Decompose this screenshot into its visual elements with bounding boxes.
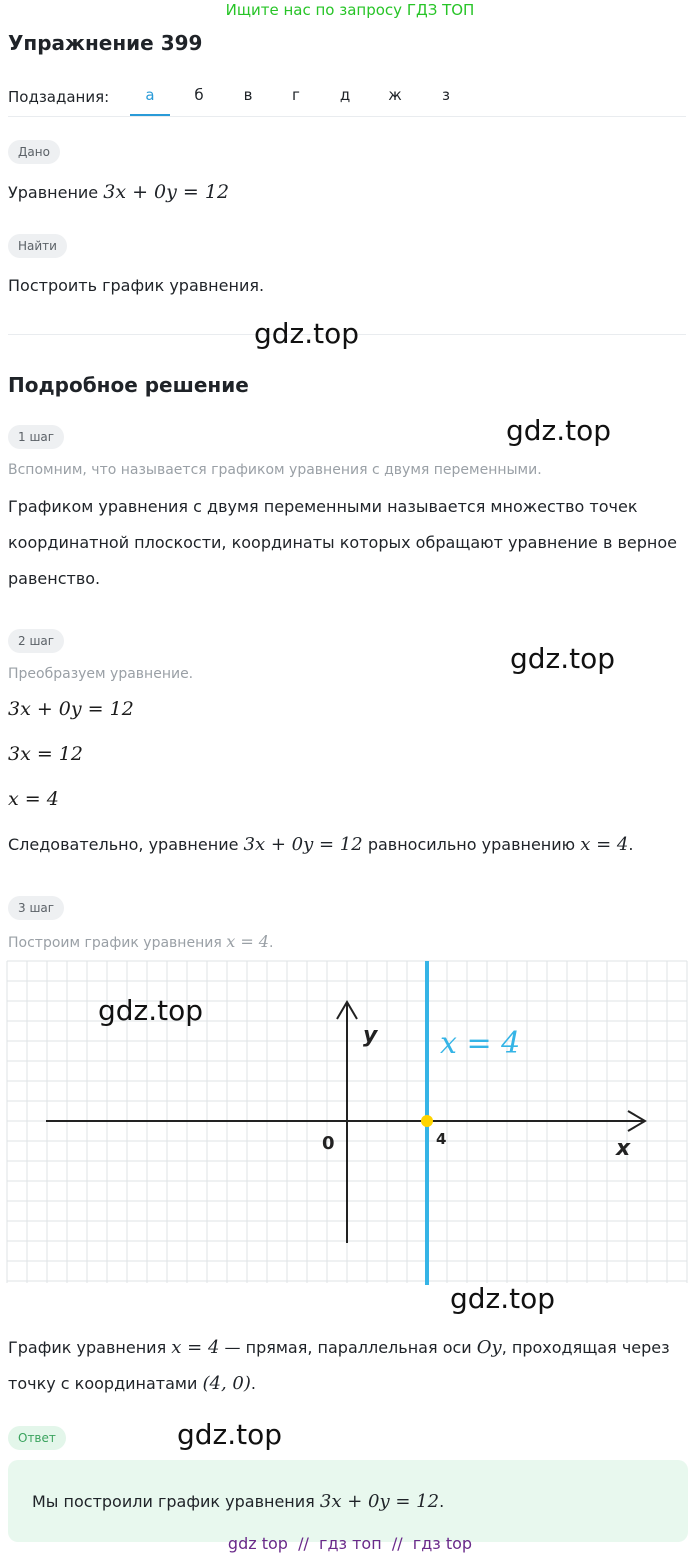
step1-line1: Графиком уравнения с двумя переменными называется множество точек <box>8 497 638 516</box>
given-text: Уравнение <box>8 183 99 202</box>
given-badge: Дано <box>8 140 60 164</box>
answer-text <box>32 1484 444 1520</box>
step3-hint-end: . <box>268 935 274 951</box>
step1-badge: 1 шаг <box>8 425 64 449</box>
watermark: gdz.top <box>98 994 204 1027</box>
step3-hint-text: Построим график уравнения <box>8 935 222 951</box>
conclusion-text: Следовательно, уравнение <box>8 835 239 854</box>
tab-b[interactable]: б <box>194 86 204 104</box>
graph-note-text-mid: — прямая, параллельная оси <box>224 1338 472 1357</box>
step3-hint-equation: x = 4 <box>226 932 269 951</box>
line-label: x = 4 <box>440 1026 521 1061</box>
given-equation: 3x + 0y = 12 <box>103 181 230 203</box>
given-line <box>8 174 229 211</box>
step2-eq3: x = 4 <box>8 788 59 810</box>
step3-badge: 3 шаг <box>8 896 64 920</box>
graph-note-text: График уравнения <box>8 1338 167 1357</box>
answer-text-pre: Мы построили график уравнения <box>32 1492 315 1511</box>
footer-links[interactable]: gdz top // гдз топ // гдз top <box>227 1534 473 1553</box>
find-text: Построить график уравнения. <box>8 276 265 295</box>
graph-note-line1 <box>8 1330 670 1366</box>
step3-hint <box>8 932 273 951</box>
solution-heading: Подробное решение <box>8 373 249 397</box>
graph-note-end: . <box>250 1374 256 1393</box>
answer-box <box>8 1460 688 1542</box>
subtasks-divider <box>8 116 686 117</box>
step2-hint: Преобразуем уравнение. <box>8 666 194 682</box>
y-axis-label: y <box>363 1023 378 1048</box>
tab-g[interactable]: г <box>292 86 300 104</box>
step1-hint: Вспомним, что называется графиком уравнения с двумя переменными. <box>8 462 542 478</box>
graph-note-text-post: , проходящая через <box>501 1338 670 1357</box>
tab-v[interactable]: в <box>243 86 253 104</box>
graph-note-axis: Oy <box>476 1337 502 1358</box>
conclusion-end: . <box>628 835 634 854</box>
watermark: gdz.top <box>450 1282 556 1315</box>
origin-label: 0 <box>322 1133 335 1154</box>
step2-badge: 2 шаг <box>8 629 64 653</box>
watermark: gdz.top <box>177 1418 283 1451</box>
tab-zh[interactable]: ж <box>388 86 402 104</box>
conclusion-equation-2: x = 4 <box>580 834 629 855</box>
tab-d[interactable]: д <box>339 86 351 104</box>
answer-end: . <box>439 1492 445 1511</box>
watermark: gdz.top <box>510 642 616 675</box>
tick-label-4: 4 <box>436 1130 447 1148</box>
graph-note-line2 <box>8 1366 256 1402</box>
tab-a[interactable]: а <box>130 86 170 116</box>
step2-eq1: 3x + 0y = 12 <box>8 698 134 720</box>
graph-note-point: (4, 0) <box>202 1373 251 1394</box>
step2-eq2: 3x = 12 <box>8 743 83 765</box>
x-axis-label: x <box>616 1136 631 1161</box>
search-banner: Ищите нас по запросу ГДЗ ТОП <box>225 1 475 19</box>
graph-note-line2-text: точку с координатами <box>8 1374 198 1393</box>
step1-line2: координатной плоскости, координаты которых обращают уравнение в верное <box>8 533 678 552</box>
answer-equation: 3x + 0y = 12 <box>319 1491 440 1512</box>
subtasks-label: Подзадания: <box>8 88 110 106</box>
answer-badge: Ответ <box>8 1426 66 1450</box>
subtasks-nav <box>8 86 686 116</box>
page-title: Упражнение 399 <box>8 31 203 55</box>
watermark: gdz.top <box>254 317 360 350</box>
step2-conclusion <box>8 827 633 863</box>
tab-z[interactable]: з <box>442 86 450 104</box>
graph-note-equation: x = 4 <box>171 1337 220 1358</box>
find-badge: Найти <box>8 234 67 258</box>
step1-line3: равенство. <box>8 569 101 588</box>
watermark: gdz.top <box>506 414 612 447</box>
point-4-0 <box>421 1115 433 1127</box>
conclusion-equation: 3x + 0y = 12 <box>243 834 363 855</box>
conclusion-text-mid: равносильно уравнению <box>367 835 576 854</box>
coordinate-graph <box>0 955 700 1295</box>
